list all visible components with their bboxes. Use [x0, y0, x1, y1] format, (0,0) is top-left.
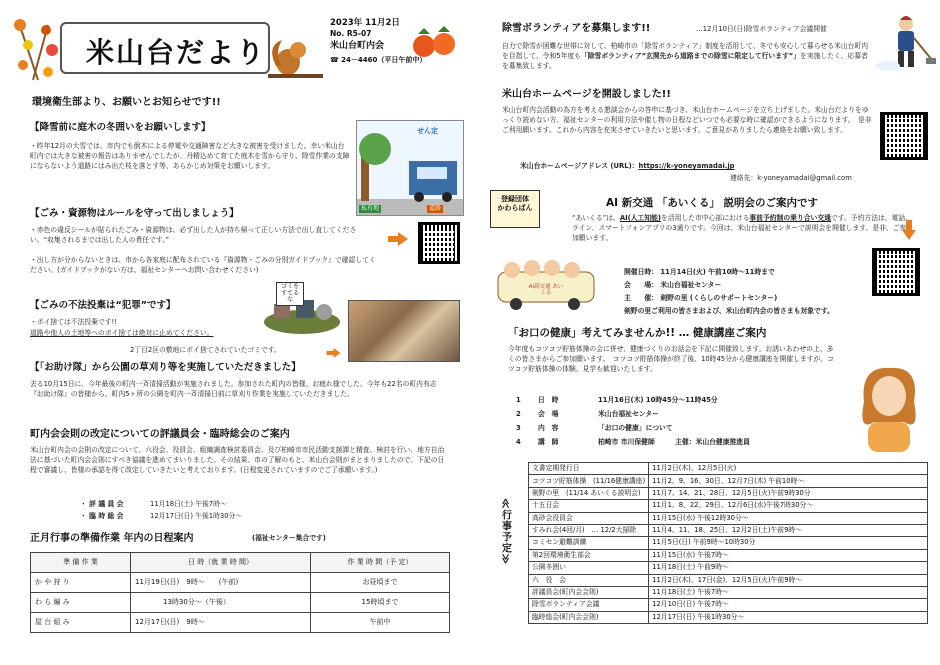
- table-cell: 文書定期発行日: [529, 463, 649, 475]
- table-cell: 11月4、11、18、25日、12月2日(土)午前9時～: [649, 524, 928, 536]
- table-cell: 12月17日(日) 午後1時30分～: [649, 611, 928, 623]
- table-cell: か や 狩 り: [31, 573, 131, 593]
- table-cell: 11月2日(木)、17日(金)、12月5日(火)午前9時～: [649, 574, 928, 586]
- road-label: 道路: [429, 205, 442, 212]
- table-row: [529, 562, 928, 574]
- table-row: [529, 463, 928, 475]
- item-value: 米山台福祉センター: [598, 410, 659, 418]
- snow-volunteer-text2: を実施したく、応募者を募集致します。: [502, 51, 868, 70]
- dumping-heading: 【ごみの不法投棄は“犯罪”です】: [30, 300, 176, 311]
- health-item: [516, 396, 846, 410]
- dumping-caption: 2丁目2区の敷地にポイ捨てされていたゴミです。: [130, 346, 281, 354]
- snow-volunteer-heading: 除雪ボランティアを募集します!!: [502, 23, 651, 34]
- aikuru-heading: AI 新交通 「あいくる」 説明会のご案内です: [606, 197, 818, 209]
- table-cell: 11月15日(水) 午後12時30分～: [649, 512, 928, 524]
- phone-number: ☎ 24－4460（平日午前中）: [330, 56, 427, 65]
- mowing-heading: 【「お助け隊」から公園の草刈り等を実施していただきました】: [30, 362, 301, 373]
- aikuru-text-mid: を活用した市中心部における: [661, 214, 750, 222]
- email-link[interactable]: k-yoneyamadai@gmail.com: [757, 174, 852, 182]
- issue-date: 2023年 11月2日: [330, 18, 400, 28]
- bylaws-heading: 町内会会則の改定についての評議員会・臨時総会のご案内: [30, 429, 290, 440]
- tree-pruning-illustration: [356, 120, 464, 216]
- table-cell: 屋 台 組 み: [31, 613, 131, 633]
- table-cell: 12月17日(日) 9時～: [131, 613, 311, 633]
- council-date: 11月18日(土) 午後7時～: [150, 500, 227, 508]
- table-cell: 公園冬囲い: [529, 562, 649, 574]
- item-value: 柏崎市 市川保健師 主催：米山台健康推進員: [598, 438, 750, 446]
- snow-volunteer-text1: 自力で除雪が困難な世帯に対して、柏崎市の「除雪ボランティア」制度を活用して、冬でも安心して暮らせる米山台町内を目指して、令和5年度も: [502, 42, 869, 60]
- bus-label: AI新交通 あいくる: [528, 284, 564, 297]
- event-schedule-label: ≪行事予定≫: [499, 498, 511, 565]
- item-value: 11月16日(木) 10時45分～11時45分: [598, 396, 718, 404]
- dumped-garbage-photo: [348, 300, 460, 362]
- date-label: 開催日時：: [624, 268, 658, 276]
- homepage-url-label: 米山台ホームページアドレス (URL)：: [520, 162, 639, 170]
- table-cell: 午前中: [311, 613, 450, 633]
- newsletter-title: 米山台だより: [86, 36, 267, 69]
- bylaws-body: 米山台町内会の会則の改定について、六役会、役員会、組織調査検討委員会、及び柏崎市市民活動支援課と精査、検討を行い、地方自治法に基づいた町内会会則にすべき協議を進めてまいりました。その結果、市の了解のもと、米山台会則がまとまりましたので、下記の日程で審議し、皆様の承認を得て改定していきたいと考えております。(日程変更されていますのでご了承願います。): [30, 446, 445, 474]
- item-label: 会 場: [538, 410, 559, 418]
- dumping-line2: 道路や他人の土地等へのポイ捨ては絶対に止めてください。: [30, 329, 214, 337]
- arrow-icon: [334, 348, 341, 358]
- table-cell: 15時頃まで: [311, 593, 450, 613]
- badge-line2: かわらばん: [497, 204, 533, 213]
- table-row: [529, 599, 928, 611]
- persimmon-icon: [410, 22, 458, 62]
- table-cell: 13時30分～（午後）: [131, 593, 311, 613]
- host-value: 剣野の里 (くらしのサポートセンター): [660, 294, 778, 302]
- masthead-decoration-leaves: [8, 10, 68, 85]
- table-cell: 11月2、9、16、30日、12月7日(木) 午前10時～: [649, 475, 928, 487]
- snow-volunteer-sub: …12月10日(日)除雪ボランティア会議開催: [696, 25, 827, 33]
- table-cell: コミセン避難訓練: [529, 537, 649, 549]
- table-row: [529, 611, 928, 623]
- squirrel-icon: [268, 36, 323, 78]
- homepage-qr-code[interactable]: [880, 112, 928, 160]
- snow-body: ・昨年12月の大雪では、市内でも倒木による停電や交通障害など大きな被害を受けました。幸い米山台町内では大きな被害の報告はありませんでしたが、丹精込めて育てた庭木を雪から守り、除雪作業の支障にならないよう道路にはみ出た枝を落とす等、あらかじめ対策をお願いします。: [30, 142, 350, 170]
- newyear-heading: 正月行事の準備作業 年内の日程案内: [30, 533, 194, 544]
- table-cell: 11月15日(水) 午後7時～: [649, 549, 928, 561]
- homepage-heading: 米山台ホームページを開設しました!!: [502, 89, 671, 100]
- arrow-down-icon: [902, 230, 916, 240]
- homepage-url-line: [520, 162, 735, 172]
- email-label: 連絡先：: [730, 174, 758, 182]
- table-row: [31, 593, 450, 613]
- garbage-line1: ・赤色の違反シールが貼られたごみ・資源物は、必ず出した人が持ち帰って正しい方法で出し直してください。“収集されるまでは出した人の責任です。”: [30, 226, 357, 244]
- table-row: [31, 573, 450, 593]
- aikuru-qr-code[interactable]: [872, 248, 920, 296]
- venue-value: 米山台福祉センター: [660, 281, 722, 289]
- table-cell: 11月18日(土) 午前9時～: [649, 562, 928, 574]
- aikuru-body: [572, 214, 912, 244]
- general-meeting-date: 12月17日(日) 午後1時30分～: [150, 512, 243, 520]
- arrow-icon: [398, 232, 408, 246]
- aikuru-ai-term: AI(人工知能): [619, 214, 662, 222]
- pruning-scene-icon: [357, 121, 463, 215]
- item-number: 1: [516, 396, 521, 404]
- registered-group-badge: [490, 190, 540, 228]
- table-cell: 評議員会(町内会会則): [529, 586, 649, 598]
- mowing-body: 去る10月15日に、今年最後の町内一斉清掃活動が実施されました。参加された町内の皆様、お疲れ様でした。今年も22名の町内有志『お助け隊』の皆様から、町内5ヶ所の公園を町内一斉清掃日前に草刈り作業を実施していただきました。: [30, 380, 437, 398]
- badge-line1: 登録団体: [501, 195, 529, 203]
- health-body: 今年度もコツコツ貯筋体操の会に併せ、健康づくりのお話会を下記に開催致します。お誘いあわせの上、多くの皆さまからご参加願います。 コツコツ貯筋体操が終了後、10時45分から健康講座を開催しますが、コツコツ貯筋体操の体験、見学も歓迎いたします。: [508, 345, 834, 373]
- table-cell: 11月18日(土) 午後7時～: [649, 586, 928, 598]
- table-row: [529, 549, 928, 561]
- newyear-sub: (福祉センター集合です): [252, 534, 326, 542]
- homepage-body: 米山台町内会活動の為方を考える懇談会からの答申に基づき、米山台ホームページを立ち上げました。米山台だよりをゆっくり読めない方、福祉センターの利用方法や催し物の日程などいつでも必要な時に確認ができるようになります。 是非ご利用願います。これから内容を充実させていきたいと思います。ご意見がありましたら連絡をお願い致します。: [502, 106, 872, 134]
- issue-number: No. R5-07: [330, 28, 372, 38]
- snow-heading: 【降雪前に庭木の冬囲いをお願いします】: [30, 122, 211, 133]
- masthead-title-box: [60, 22, 270, 74]
- table-cell: お昼頃まで: [311, 573, 450, 593]
- item-label: 講 師: [538, 438, 559, 446]
- date-value: 11月14日(火) 午前10時～11時まで: [660, 268, 775, 276]
- table-row: [529, 537, 928, 549]
- table-cell: 11月5日(日) 午前9時～10時30分: [649, 537, 928, 549]
- aikuru-target: 剣野の里ご利用の皆さまおよび、米山台町内会の皆さまも対象です。: [624, 307, 834, 315]
- snow-volunteer-bold: 「除雪ボランティア“玄関先から道路までの除雪に限定して行います”」: [580, 51, 801, 60]
- snow-volunteer-body: [502, 42, 872, 72]
- table-row: [529, 574, 928, 586]
- right-column: [476, 0, 940, 665]
- woman-icon: [850, 362, 928, 452]
- contact-email-line: [730, 174, 852, 184]
- autumn-leaves-icon: [8, 10, 68, 85]
- health-item: [516, 410, 846, 424]
- event-schedule-table: [528, 462, 928, 624]
- pruning-sign: せん定: [417, 127, 438, 135]
- no-dumping-sign: ゴミをすてるな: [276, 282, 304, 306]
- item-number: 3: [516, 424, 521, 432]
- host-label: 主 催：: [624, 294, 658, 302]
- aikuru-bus-illustration: [496, 254, 596, 312]
- table-header: 日 時（就 業 時 間）: [131, 553, 311, 573]
- table-cell: 11月19日(日) 9時～ (午前): [131, 573, 311, 593]
- bus-with-passengers-icon: [496, 254, 596, 312]
- aikuru-date-line: [624, 268, 775, 278]
- garbage-line2: ・出し方が分からないときは、市から各家庭に配布されている『資源物・ごみの分別ガイドブック』で確認してください。(ガイドブックがない方は、福祉センターへお問い合わせください): [30, 256, 376, 274]
- health-item: [516, 424, 846, 438]
- table-cell: 11月7、14、21、28日、12月5日(火)午前9時30分: [649, 487, 928, 499]
- squirrel-illustration: [268, 36, 323, 78]
- table-cell: わ ら 編 み: [31, 593, 131, 613]
- homepage-url-link[interactable]: https://k-yoneyamadai.jp: [638, 162, 735, 170]
- private-land-label: 私有地: [361, 205, 380, 212]
- table-cell: 11月1、8、22、29日、12月6日(水)午後7時30分～: [649, 500, 928, 512]
- dumped-garbage-illustration: [262, 278, 344, 334]
- table-cell: 臨時総会(町内会会則): [529, 611, 649, 623]
- table-row: [529, 475, 928, 487]
- table-row: [529, 586, 928, 598]
- health-details: [516, 396, 846, 452]
- table-cell: 十五日会: [529, 500, 649, 512]
- table-row: [529, 524, 928, 536]
- table-row: [31, 613, 450, 633]
- aikuru-text-post: です。予約方法は、電話、ライン、スマートフォンアプリの3通りです。今回は、米山台福祉センターで説明会を開催します。是非、ご参加願います。: [572, 214, 912, 242]
- table-cell: すみれ会(4回/月) … 12/2大掃除: [529, 524, 649, 536]
- item-number: 4: [516, 438, 521, 446]
- health-heading: 「お口の健康」考えてみませんか!! … 健康講座ご案内: [508, 327, 767, 339]
- table-cell: 12月10日(日) 午後7時～: [649, 599, 928, 611]
- table-row: [529, 500, 928, 512]
- aikuru-text-pre: “あいくる”は、: [572, 214, 620, 222]
- table-header: 作 業 時 間（予 定）: [311, 553, 450, 573]
- table-cell: 高砂会役員会: [529, 512, 649, 524]
- health-item: [516, 438, 846, 452]
- smiling-woman-illustration: [850, 362, 928, 452]
- general-meeting-label: ・ 臨 時 総 会: [80, 512, 124, 520]
- newyear-schedule-table: [30, 552, 450, 633]
- table-header-row: [31, 553, 450, 573]
- item-label: 内 容: [538, 424, 559, 432]
- garbage-heading: 【ごみ・資源物はルールを守って出しましょう】: [30, 208, 239, 219]
- persimmon-illustration: [410, 22, 458, 62]
- table-cell: 11月2日(木)、12月5日(火): [649, 463, 928, 475]
- table-header: 準 備 作 業: [31, 553, 131, 573]
- council-label: ・ 評 議 員 会: [80, 500, 124, 508]
- publisher: 米山台町内会: [330, 41, 385, 51]
- table-row: [529, 487, 928, 499]
- table-cell: 除雪ボランティア会議: [529, 599, 649, 611]
- snow-shoveling-illustration: [876, 14, 936, 72]
- table-cell: 第2回環境衛生部会: [529, 549, 649, 561]
- aikuru-venue-line: [624, 281, 721, 291]
- notice-header: 環境衛生部より、お願いとお知らせです!!: [32, 97, 221, 108]
- item-number: 2: [516, 410, 521, 418]
- table-cell: 剣野の里 (11/14 あいくる説明会): [529, 487, 649, 499]
- table-cell: コツコツ貯筋体操 (11/16健康講座): [529, 475, 649, 487]
- table-cell: 六 役 会: [529, 574, 649, 586]
- aikuru-host-line: [624, 294, 777, 304]
- item-label: 日 時: [538, 396, 559, 404]
- table-row: [529, 512, 928, 524]
- item-value: 「お口の健康」について: [598, 424, 673, 432]
- snow-shovel-person-icon: [876, 14, 936, 72]
- guidebook-qr-code[interactable]: [418, 222, 460, 264]
- venue-label: 会 場：: [624, 281, 658, 289]
- dumping-line1: ・ポイ捨ては不法投棄です!!: [30, 318, 118, 326]
- aikuru-bold-term: 事前予約制の乗り合い交通: [749, 214, 831, 222]
